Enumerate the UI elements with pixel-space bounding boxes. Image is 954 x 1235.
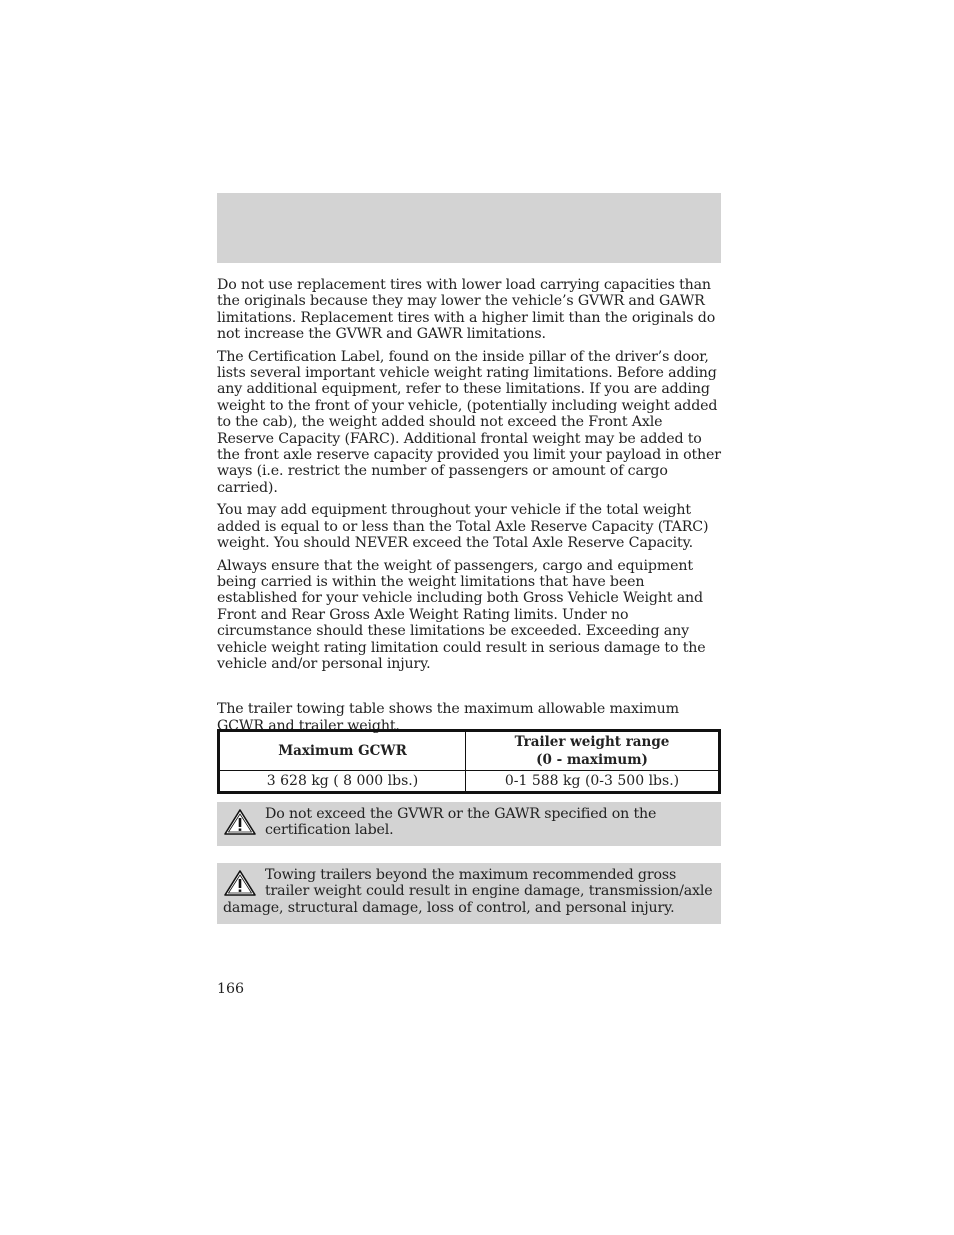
section-header-band [217,193,721,263]
warning-text-towing: Towing trailers beyond the maximum recommended gross trailer weight could result in engine damage, transmission/axle damage, structural damage, loss of control, and personal injury. [223,867,713,916]
table-header-row [219,731,720,771]
paragraph-certification-label: The Certification Label, found on the inside pillar of the driver’s door, lists several important vehicle weight rating limitations. Before adding any additional equipment, refer to these limitations. If you are adding weight to the front of your vehicle, (potentially including weight added to the cab), the weight added should not exceed the Front Axle Reserve Capacity (FARC). Additional frontal weight may be added to the front axle reserve capacity provided you limit your payload in other ways (i.e. restrict the number of passengers or amount of cargo carried). [217,348,721,496]
header-max-gcwr: Maximum GCWR [219,731,466,771]
warning-text-gvwr: Do not exceed the GVWR or the GAWR specified on the certification label. [265,806,657,839]
paragraph-towing-table-intro: The trailer towing table shows the maximum allowable maximum GCWR and trailer weight. [217,701,679,734]
header-trailer-weight-range [466,731,720,771]
body-text [217,277,723,755]
cell-trailer-weight: 0-1 588 kg (0-3 500 lbs.) [466,771,720,793]
paragraph-weight-limits: Always ensure that the weight of passengers, cargo and equipment being carried is within the weight limitations that have been established for your vehicle including both Gross Vehicle Weight and Front and Rear Gross Axle Weight Rating limits. Under no circumstance should these limitations be exceeded. Exceeding any vehicle weight rating limitation could result in serious damage to the vehicle and/or personal injury. [217,557,706,672]
warning-triangle-icon [223,869,257,897]
header-trailer-weight-line1: Trailer weight range [514,734,670,750]
paragraph-add-equipment: You may add equipment throughout your vehicle if the total weight added is equal to or less than the Total Axle Reserve Capacity (TARC) weight. You should NEVER exceed the Total Axle Reserve Capacity. [217,502,709,552]
paragraph-replacement-tires: Do not use replacement tires with lower load carrying capacities than the originals because they may lower the vehicle’s GVWR and GAWR limitations. Replacement tires with a higher limit than the originals do not increase the GVWR and GAWR limitations. [217,277,716,343]
trailer-towing-table [217,729,721,794]
cell-max-gcwr: 3 628 kg ( 8 000 lbs.) [219,771,466,793]
page-number: 166 [217,981,245,997]
warning-box-towing [217,863,721,924]
warning-box-gvwr [217,802,721,846]
table-row [219,771,720,793]
warning-triangle-icon [223,808,257,836]
header-trailer-weight-line2: (0 - maximum) [536,752,648,768]
